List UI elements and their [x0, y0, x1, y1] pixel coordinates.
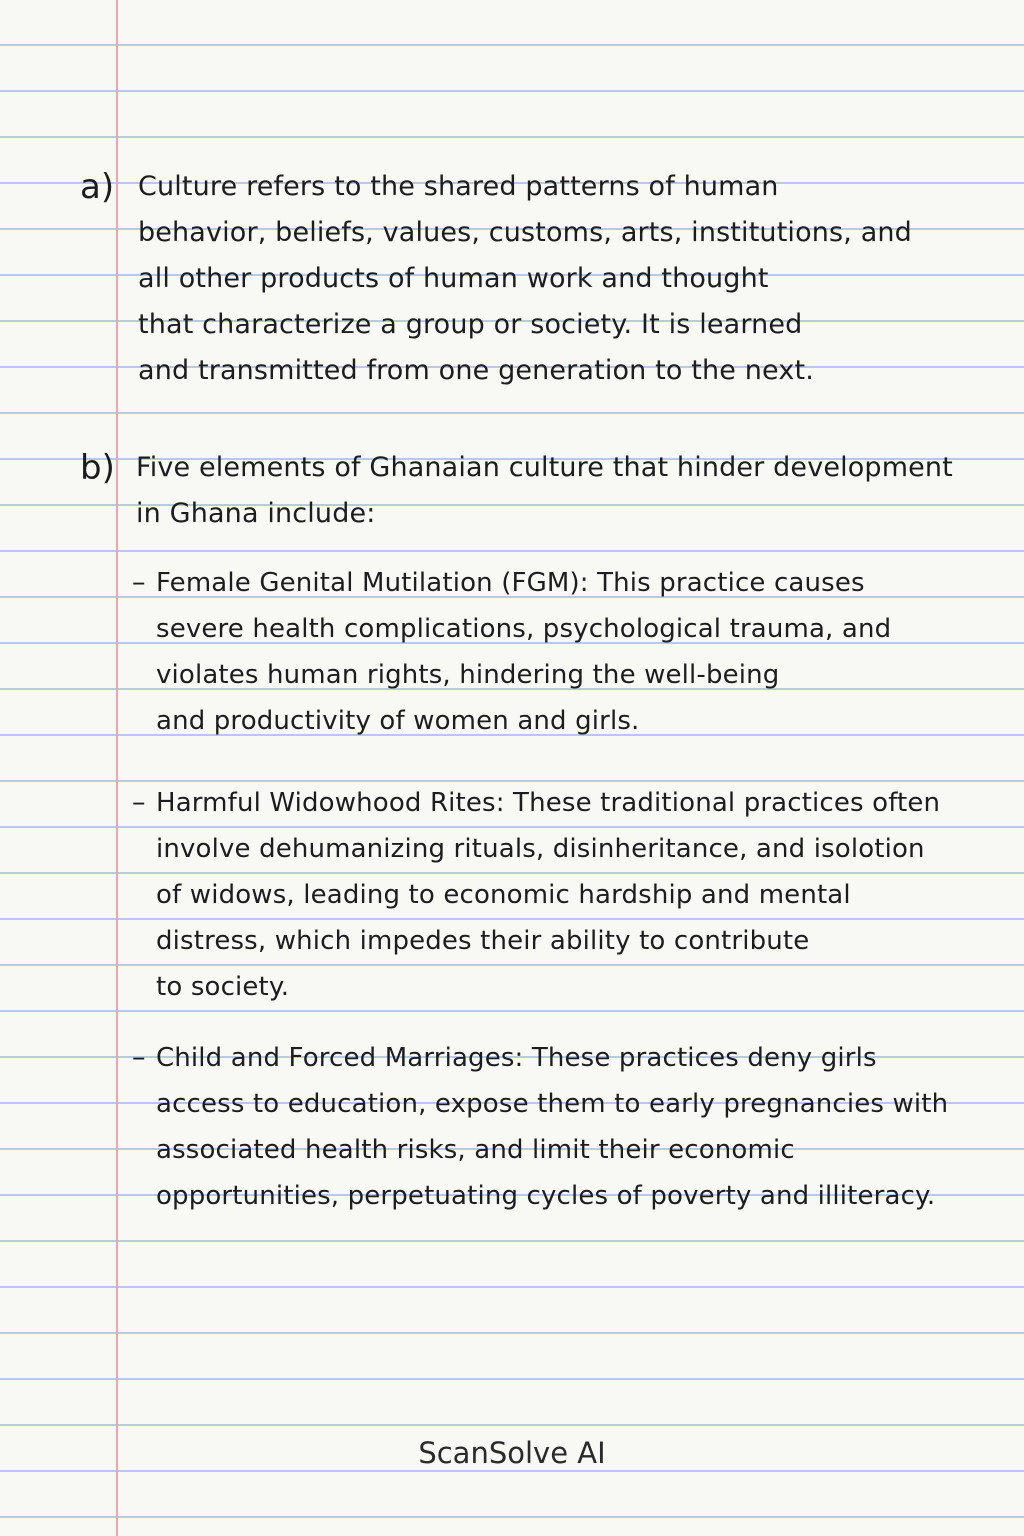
- margin-line: [116, 0, 118, 1536]
- dash-bullet: –: [132, 567, 146, 598]
- widowhood-rites-text: Harmful Widowhood Rites: These traditional practices often involve dehumanizing rituals, disinheritance, and isolotion of widows, leading to economic hardship and mental distress, which impedes their ability to contribute to society.: [156, 788, 941, 1002]
- section-b-label: b): [80, 448, 115, 488]
- child-marriage-text: Child and Forced Marriages: These practices deny girls access to education, expose them to early pregnancies with associated health risks, and limit their economic opportunities, perpetuating cycles of poverty and illiteracy.: [156, 1043, 949, 1211]
- culture-definition-text: Culture refers to the shared patterns of human behavior, beliefs, values, customs, arts, institutions, and all other products of human work and thought that characterize a group or society. It is learned and transmitted from one generation to the next.: [138, 171, 912, 386]
- section-a-label: a): [80, 167, 115, 207]
- dash-bullet: –: [132, 787, 146, 818]
- fgm-text: Female Genital Mutilation (FGM): This practice causes severe health complications, psychological trauma, and violates human rights, hindering the well-being and productivity of women and girls.: [156, 568, 892, 736]
- section-b-intro: Five elements of Ghanaian culture that hinder development in Ghana include:: [136, 452, 953, 529]
- footer-brand: ScanSolve AI: [418, 1436, 606, 1470]
- dash-bullet: –: [132, 1042, 146, 1073]
